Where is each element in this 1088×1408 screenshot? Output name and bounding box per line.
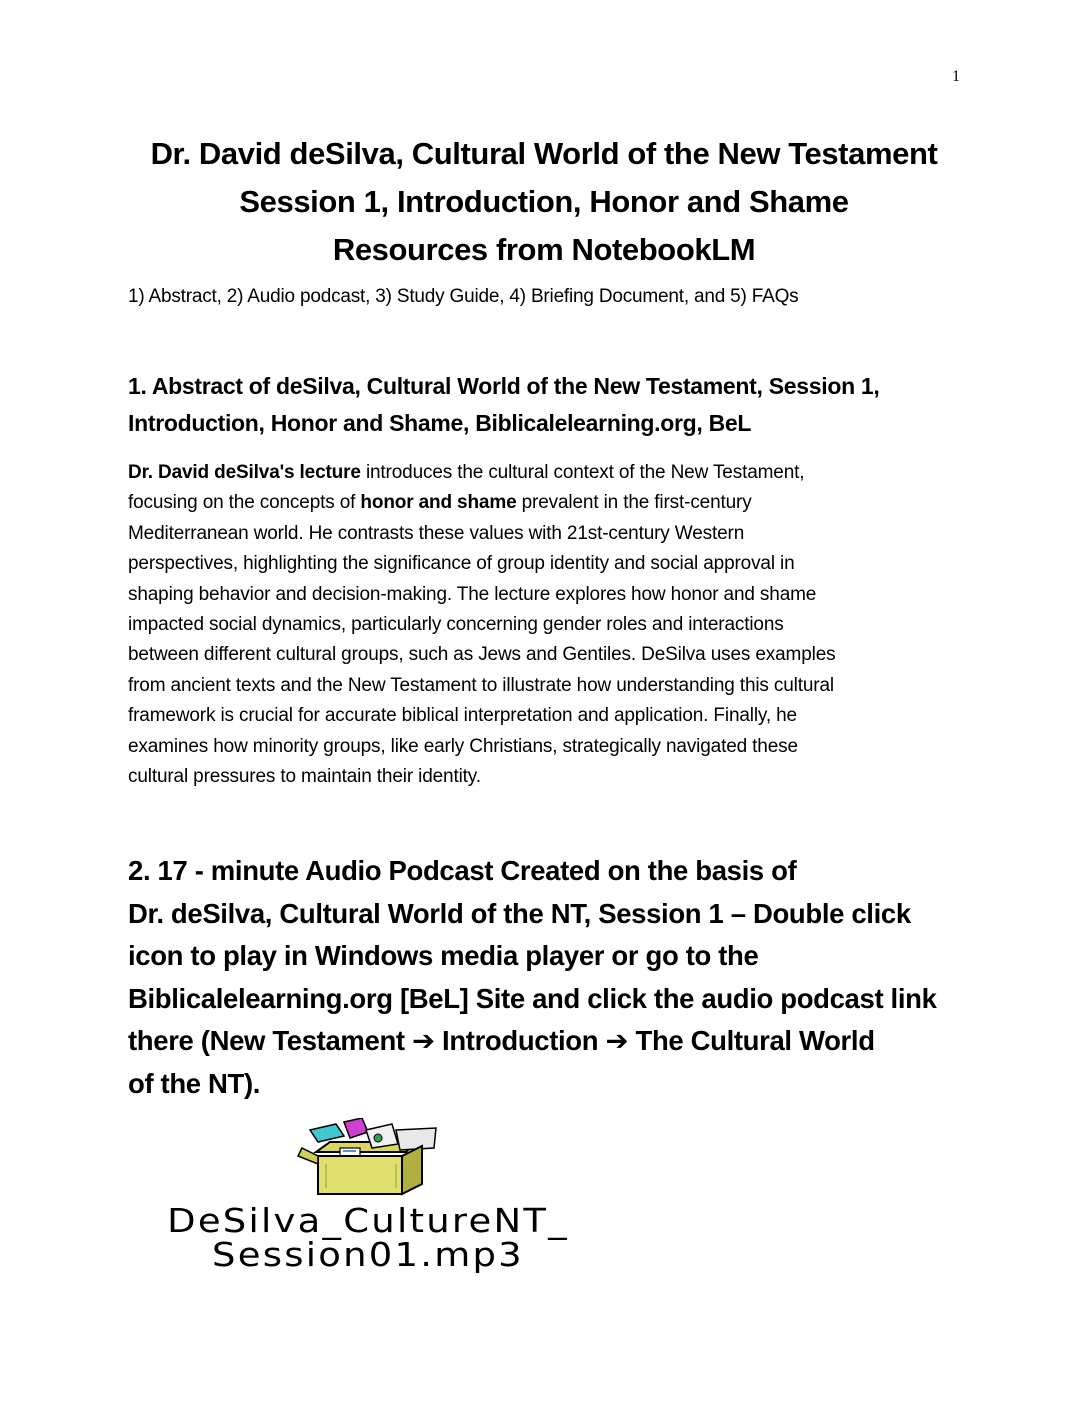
abstract-line: cultural pressures to maintain their identity. <box>128 766 481 788</box>
abstract-line: impacted social dynamics, particularly concerning gender roles and interactions <box>128 614 784 636</box>
abstract-heading-line-2: Introduction, Honor and Shame, Biblicalelearning.org, BeL <box>128 410 752 436</box>
abstract-bold-lecture: Dr. David deSilva's lecture <box>128 462 361 483</box>
podcast-text: The Cultural World <box>628 1025 875 1056</box>
abstract-line: examines how minority groups, like early Christians, strategically navigated these <box>128 735 798 757</box>
podcast-heading-line <box>128 1020 968 1063</box>
right-arrow-icon: ➔ <box>412 1025 435 1056</box>
audio-podcast-heading <box>128 850 968 1105</box>
abstract-line <box>128 488 960 518</box>
right-arrow-icon: ➔ <box>605 1025 629 1056</box>
abstract-line: shaping behavior and decision-making. The lecture explores how honor and shame <box>128 583 817 605</box>
title-line-3: Resources from NotebookLM <box>332 232 756 267</box>
abstract-text: introduces the cultural context of the New Testament, <box>360 462 805 483</box>
resources-list: 1) Abstract, 2) Audio podcast, 3) Study Guide, 4) Briefing Document, and 5) FAQs <box>128 286 799 307</box>
file-name-line-1: DeSilva_CultureNT_ <box>167 1201 569 1240</box>
podcast-text: Introduction <box>434 1025 606 1056</box>
podcast-heading-line: Biblicalelearning.org [BeL] Site and click the audio podcast link <box>128 982 937 1014</box>
abstract-line <box>128 458 960 488</box>
title-line-2: Session 1, Introduction, Honor and Shame <box>239 184 849 219</box>
abstract-paragraph <box>128 458 960 792</box>
title-line-1: Dr. David deSilva, Cultural World of the New Testament <box>150 136 938 171</box>
abstract-line: Mediterranean world. He contrasts these values with 21st-century Western <box>128 522 745 544</box>
abstract-heading-line-1: 1. Abstract of deSilva, Cultural World of the New Testament, Session 1, <box>128 373 880 399</box>
abstract-heading <box>128 368 968 442</box>
abstract-text: prevalent in the first-century <box>516 492 752 514</box>
abstract-text: focusing on the concepts of <box>128 492 361 514</box>
abstract-line: perspectives, highlighting the significance of group identity and social approval in <box>128 553 795 575</box>
podcast-heading-line: Dr. deSilva, Cultural World of the NT, Session 1 – Double click <box>128 897 911 929</box>
document-title <box>0 130 1088 274</box>
package-icon[interactable] <box>296 1118 446 1198</box>
abstract-line: between different cultural groups, such as Jews and Gentiles. DeSilva uses examples <box>128 644 836 666</box>
podcast-heading-line: of the NT). <box>128 1067 261 1099</box>
abstract-line: framework is crucial for accurate biblical interpretation and application. Finally, he <box>128 705 797 727</box>
file-name-line-2: Session01.mp3 <box>212 1235 524 1274</box>
abstract-line: from ancient texts and the New Testament to illustrate how understanding this cultural <box>128 674 834 696</box>
audio-file-label[interactable] <box>99 1201 637 1274</box>
podcast-heading-line: icon to play in Windows media player or go to the <box>128 940 759 971</box>
abstract-bold-honor-shame: honor and shame <box>360 492 517 514</box>
page-number: 1 <box>952 68 960 85</box>
podcast-heading-line: 2. 17 - minute Audio Podcast Created on the basis of <box>128 855 797 886</box>
podcast-text: there (New Testament <box>128 1025 413 1056</box>
